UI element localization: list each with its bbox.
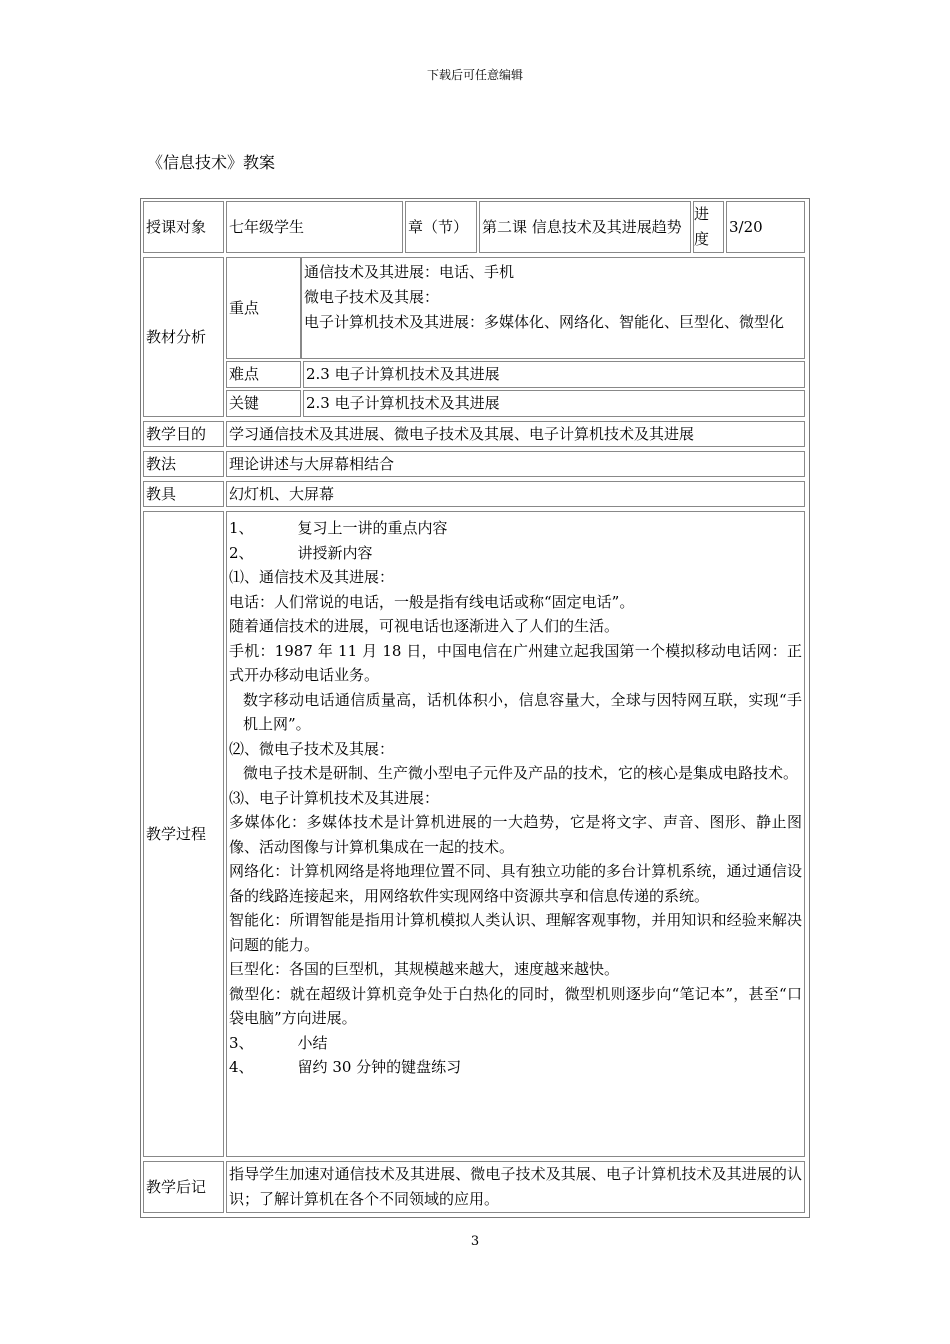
tools-label: 教具	[143, 481, 224, 507]
method-value: 理论讲述与大屏幕相结合	[226, 451, 805, 477]
crux-label: 关键	[226, 390, 301, 417]
process-content	[226, 511, 805, 1157]
afterword-value: 指导学生加速对通信技术及其进展、微电子技术及其展、电子计算机技术及其进展的认识；了解计算机在各个不同领域的应用。	[226, 1161, 805, 1213]
afterword-label: 教学后记	[143, 1161, 224, 1213]
subject-label: 授课对象	[143, 201, 224, 253]
chapter-value: 第二课 信息技术及其进展趋势	[479, 201, 691, 253]
process-item-3: 3、 小结	[229, 1033, 328, 1052]
tools-value: 幻灯机、大屏幕	[226, 481, 805, 507]
section-microelectronics: ⑵、微电子技术及其展：	[229, 739, 395, 758]
key-point-content	[301, 257, 805, 359]
intelligent-text: 智能化：所谓智能是指用计算机模拟人类认识、理解客观事物，并用知识和经验来解决问题的能力。	[229, 911, 802, 954]
network-text: 网络化：计算机网络是将地理位置不同、具有独立功能的多台计算机系统，通过通信设备的线路连接起来，用网络软件实现网络中资源共享和信息传递的系统。	[229, 862, 802, 905]
process-label: 教学过程	[143, 511, 224, 1157]
key-point-line-2: 微电子技术及其展：	[304, 288, 440, 306]
key-point-line-3: 电子计算机技术及其进展：多媒体化、网络化、智能化、巨型化、微型化	[304, 313, 785, 331]
progress-value: 3/20	[726, 201, 805, 253]
subject-value: 七年级学生	[226, 201, 403, 253]
method-label: 教法	[143, 451, 224, 477]
document-title: 《信息技术》教案	[147, 153, 276, 172]
phone-text-2: 随着通信技术的进展，可视电话也逐渐进入了人们的生活。	[229, 617, 620, 635]
goal-value: 学习通信技术及其进展、微电子技术及其展、电子计算机技术及其进展	[226, 421, 805, 447]
process-item-2: 2、 讲授新内容	[229, 543, 373, 562]
crux-value: 2.3 电子计算机技术及其进展	[303, 390, 805, 417]
microelectronics-text: 微电子技术是研制、生产微小型电子元件及产品的技术，它的核心是集成电路技术。	[243, 764, 799, 782]
page-number: 3	[470, 1234, 480, 1249]
goal-label: 教学目的	[143, 421, 224, 447]
phone-text: 电话：人们常说的电话，一般是指有线电话或称“固定电话”。	[229, 592, 635, 611]
giant-text: 巨型化：各国的巨型机，其规模越来越大，速度越来越快。	[229, 960, 620, 978]
difficulty-value: 2.3 电子计算机技术及其进展	[303, 361, 805, 388]
digital-mobile-text: 数字移动电话通信质量高，话机体积小，信息容量大，全球与因特网互联，实现“手机上网”。	[243, 690, 802, 733]
header-note: 下载后可任意编辑	[426, 68, 523, 82]
chapter-label: 章（节）	[405, 201, 477, 253]
multimedia-text: 多媒体化：多媒体技术是计算机进展的一大趋势，它是将文字、声音、图形、静止图像、活动图像与计算机集成在一起的技术。	[229, 813, 802, 856]
section-computer: ⑶、电子计算机技术及其进展：	[229, 788, 440, 807]
process-item-4: 4、 留约 30 分钟的键盘练习	[229, 1058, 462, 1076]
difficulty-label: 难点	[226, 361, 301, 388]
key-point-line-1: 通信技术及其进展：电话、手机	[304, 263, 515, 281]
process-item-1: 1、 复习上一讲的重点内容	[229, 519, 448, 537]
miniature-text: 微型化：就在超级计算机竞争处于白热化的同时，微型机则逐步向“笔记本”，甚至“口袋电脑”方向进展。	[229, 984, 802, 1027]
progress-label: 进度	[693, 201, 724, 253]
section-communication: ⑴、通信技术及其进展：	[229, 568, 395, 586]
lesson-plan-table	[140, 198, 810, 1218]
mobile-text: 手机：1987 年 11 月 18 日，中国电信在广州建立起我国第一个模拟移动电话网：正式开办移动电话业务。	[229, 641, 802, 684]
key-point-label: 重点	[226, 257, 301, 359]
analysis-label: 教材分析	[143, 257, 224, 417]
